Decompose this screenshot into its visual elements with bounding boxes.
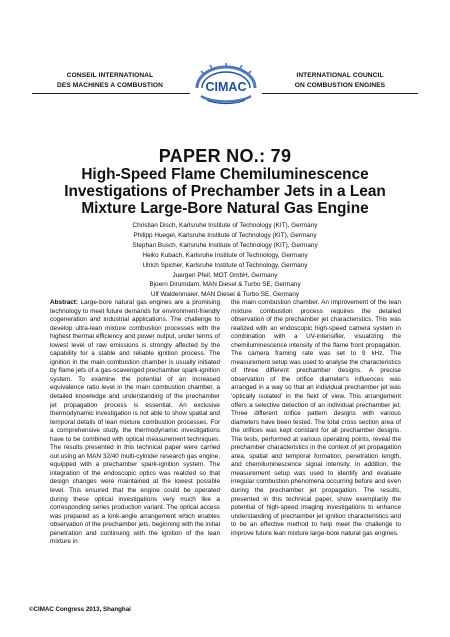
author: Christian Disch, Karlsruhe Institute of Technology (KIT), Germany <box>132 222 318 229</box>
author: Bjoern Dirumdam, MAN Diesel & Turbo SE, Germany <box>149 281 301 289</box>
author: Juergen Pfeil, MOT GmbH, Germany <box>172 271 278 279</box>
title-line-3: Mixture Large-Bore Natural Gas Engine <box>81 200 369 217</box>
title-line-2: Investigations of Prechamber Jets in a Lean <box>64 183 386 200</box>
title-line-1: High-Speed Flame Chemiluminescence <box>81 166 369 183</box>
header-right-line1: INTERNATIONAL COUNCIL <box>296 72 384 79</box>
header-left <box>55 71 165 91</box>
abstract-left-column <box>50 299 220 547</box>
abstract-label: Abstract: <box>50 299 81 306</box>
cimac-logo <box>193 62 259 106</box>
header-left-line1: CONSEIL INTERNATIONAL <box>66 72 154 79</box>
paper-title <box>30 166 420 217</box>
abstract-text-right: the main combustion chamber. An improvement of the lean mixture combustion process requires the detailed observation of the prechamber jet characteristics. This was realized with an endoscopic high-speed camera system in combination with a UV-intensifier, visualizing the chemiluminescence intensity of the flame front propagation. The camera framing rate was set to 9 kHz. The measurement setup was used to analyse the characteristics of three different prechamber designs. A precise observation of the orifice diameter's influences was arranged in a way so that an individual prechamber jet was 'optically isolated' in the field of view. This arrangement offers a selective detection of an individual prechamber jet. Three different orifice pattern designs with various diameters have been tested. The total cross section area of the orifices was kept constant for all prechamber designs. The tests, performed at various operating points, reveal the prechamber characteristics in the context of jet propagation area, spatial and temporal formation, penetration length, and chemiluminescence signal intensity. In addition, the measurement setup was used to identify and evaluate irregular combustion phenomena occurring before and even during the prechamber jet propagation. The results, presented in this technical paper, show exemplarily the potential of high-speed imaging investigations to enhance understanding of prechamber jet ignition characteristics and to be an effective method to help meet the challenge to improve future lean mixture large-bore natural gas engines. <box>231 299 401 537</box>
header-left-line2: DES MACHINES A COMBUSTION <box>56 82 164 89</box>
abstract-right-column <box>231 299 401 538</box>
author: Heiko Kubach, Karlsruhe Institute of Technology, Germany <box>142 251 308 259</box>
author-list <box>0 221 450 300</box>
paper-number: PAPER NO.: 79 <box>158 146 292 166</box>
footer-copyright: ©CIMAC Congress 2013, Shanghai <box>29 606 131 613</box>
author: Ulf Waldenmaier, MAN Diesel & Turbo SE, Germany <box>150 291 300 299</box>
header-right <box>285 71 395 91</box>
author: Stephan Busch, Karlsruhe Institute of Technology (KIT), Germany <box>132 241 318 249</box>
header-rule-left <box>32 93 190 94</box>
header-right-line2: ON COMBUSTION ENGINES <box>294 82 386 89</box>
header-rule-right <box>262 93 418 94</box>
logo-text: CIMAC <box>205 80 247 94</box>
author: Philipp Huegel, Karlsruhe Institute of Technology (KIT), Germany <box>133 231 317 239</box>
author: Ulrich Spicher, Karlsruhe Institute of Technology, Germany <box>142 261 308 269</box>
abstract-text-left: Large-bore natural gas engines are a promising technology to meet future demands for environment-friendly cogeneration and industrial applications. The challenge to develop ultra-lean mixture combustion processes with the highest thermal efficiency and power output, under terms of lowest level of raw emissions is strongly affected by the capability for a stable and reliable ignition process. The ignition in the main combustion chamber is usually initiated by flame jets of a gas-scavenged prechamber spark-ignition system. To examine the potential of an increased equivalence ratio level in the main combustion chamber, a detailed knowledge and understanding of the prechamber jet propagation process is essential. An exclusive thermodynamic investigation is not able to show spatial and temporal details of lean mixture combustion processes. For a comprehensive study, the thermodynamic investigations have to be combined with optical measurement techniques. The results presented in this technical paper were carried out using an MAN 32/40 multi-cylinder research gas engine, equipped with a prechamber spark-ignition system. The integration of the endoscopic optics was realized so that design changes were maintained at the lowest possible level. This ensured that the engine could be operated during these optical investigations very much like a corresponding series production variant. The optical access was prepared as a kink-angle arrangement which enables observation of the prechamber jets, beginning with the initial penetration and continuing with the ignition of the lean mixture in <box>50 299 220 546</box>
